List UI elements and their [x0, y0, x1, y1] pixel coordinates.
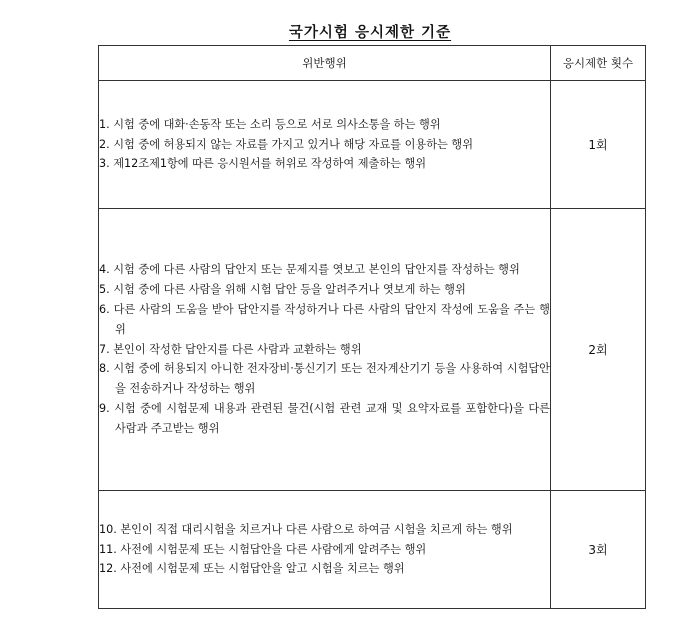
table-row [99, 81, 646, 209]
count-header: 응시제한 횟수 [551, 46, 646, 81]
list-item: 11. 사전에 시험문제 또는 시험답안을 다른 사람에게 알려주는 행위 [99, 542, 427, 556]
table-row [99, 491, 646, 609]
violation-cell [99, 209, 551, 491]
count-cell: 3회 [551, 491, 646, 609]
restriction-table [98, 45, 646, 609]
list-item: 5. 시험 중에 다른 사람을 위해 시험 답안 등을 알려주거나 엿보게 하는 행위 [99, 283, 466, 297]
violation-cell [99, 81, 551, 209]
list-item: 3. 제12조제1항에 따른 응시원서를 허위로 작성하여 제출하는 행위 [99, 157, 427, 171]
count-cell: 1회 [551, 81, 646, 209]
document-title: 국가시험 응시제한 기준 [288, 25, 452, 41]
list-item: 10. 본인이 직접 대리시험을 치르거나 다른 사람으로 하여금 시험을 치르게 하는 행위 [99, 522, 513, 536]
list-item: 2. 시험 중에 허용되지 않는 자료를 가지고 있거나 해당 자료를 이용하는 행위 [99, 137, 474, 151]
list-item: 1. 시험 중에 대화·손동작 또는 소리 등으로 서로 의사소통을 하는 행위 [99, 117, 441, 131]
table-row [99, 209, 646, 491]
count-cell: 2회 [551, 209, 646, 491]
list-item: 9. 시험 중에 시험문제 내용과 관련된 물건(시험 관련 교재 및 요약자료를 포함한다)을 다른 사람과 주고받는 행위 [99, 401, 550, 435]
list-item: 12. 사전에 시험문제 또는 시험답안을 알고 시험을 치르는 행위 [99, 562, 405, 576]
list-item: 4. 시험 중에 다른 사람의 답안지 또는 문제지를 엿보고 본인의 답안지를 작성하는 행위 [99, 263, 520, 277]
violation-header: 위반행위 [99, 46, 551, 81]
list-item: 6. 다른 사람의 도움을 받아 답안지를 작성하거나 다른 사람의 답안지 작성에 도움을 주는 행위 [99, 303, 550, 336]
list-item: 7. 본인이 작성한 답안지를 다른 사람과 교환하는 행위 [99, 342, 362, 356]
violation-cell [99, 491, 551, 609]
list-item: 8. 시험 중에 허용되지 아니한 전자장비·통신기기 또는 전자계산기기 등을 사용하여 시험답안을 전송하거나 작성하는 행위 [99, 362, 550, 396]
table-header-row [99, 46, 646, 81]
